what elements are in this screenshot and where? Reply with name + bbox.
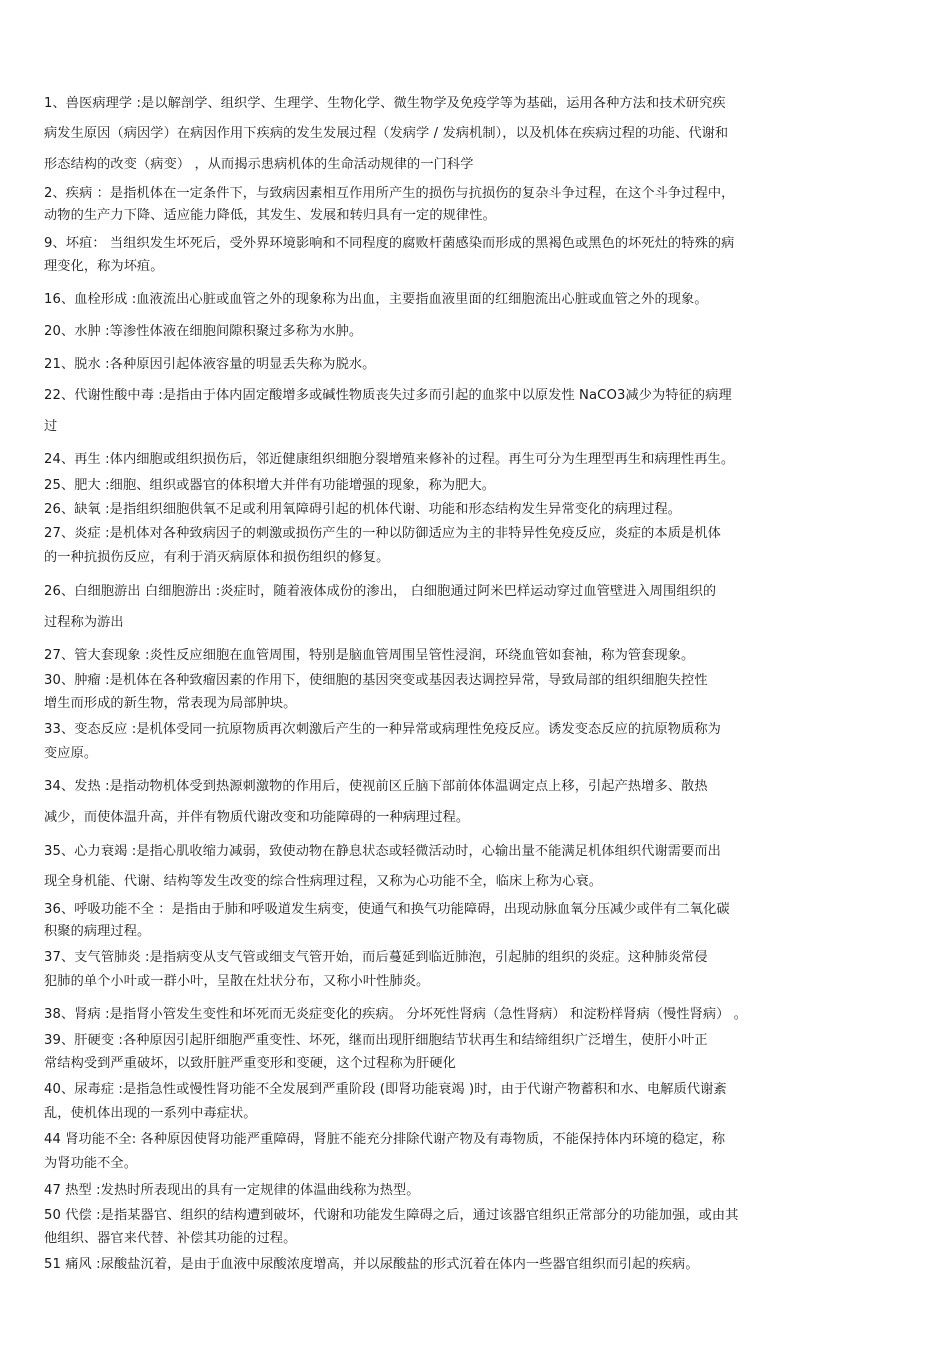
text-line: 50 代偿 :是指某器官、组织的结构遭到破坏，代谢和功能发生障碍之后，通过该器官组织正常部分的功能加强，或由其 (44, 1208, 739, 1223)
text-line: 减少，而使体温升高，并伴有物质代谢改变和功能障碍的一种病理过程。 (44, 810, 470, 825)
text-line: 21、脱水 :各种原因引起体液容量的明显丢失称为脱水。 (44, 357, 376, 372)
text-line: 动物的生产力下降、适应能力降低，其发生、发展和转归具有一定的规律性。 (44, 208, 496, 223)
text-line: 过 (44, 419, 58, 434)
text-line: 2、疾病 ：是指机体在一定条件下，与致病因素相互作用所产生的损伤与抗损伤的复杂斗争过程，在这个斗争过程中， (44, 186, 735, 201)
text-line: 理变化，称为坏疽。 (44, 259, 164, 274)
text-line: 的一种抗损伤反应，有利于消灭病原体和损伤组织的修复。 (44, 550, 390, 565)
text-line: 40、尿毒症 :是指急性或慢性肾功能不全发展到严重阶段 (即肾功能衰竭 )时，由于代谢产物蓄积和水、电解质代谢紊 (44, 1082, 727, 1097)
text-line: 为肾功能不全。 (44, 1156, 138, 1171)
text-line: 38、肾病 :是指肾小管发生变性和坏死而无炎症变化的疾病。 分坏死性肾病（急性肾病） 和淀粉样肾病（慢性肾病） 。 (44, 1007, 748, 1022)
text-line: 27、管大套现象 :炎性反应细胞在血管周围，特别是脑血管周围呈管性浸润，环绕血管如套袖，称为管套现象。 (44, 648, 695, 663)
text-line: 16、血栓形成 :血液流出心脏或血管之外的现象称为出血，主要指血液里面的红细胞流出心脏或血管之外的现象。 (44, 292, 708, 307)
text-line: 37、支气管肺炎 :是指病变从支气管或细支气管开始，而后蔓延到临近肺泡，引起肺的组织的炎症。这种肺炎常侵 (44, 950, 708, 965)
text-line: 犯肺的单个小叶或一群小叶，呈散在灶状分布，又称小叶性肺炎。 (44, 974, 430, 989)
text-line: 现全身机能、代谢、结构等发生改变的综合性病理过程，又称为心功能不全，临床上称为心衰。 (44, 874, 603, 889)
text-line: 33、变态反应 :是机体受同一抗原物质再次刺激后产生的一种异常或病理性免疫反应。诱发变态反应的抗原物质称为 (44, 722, 721, 737)
text-line: 35、心力衰竭 :是指心肌收缩力减弱，致使动物在静息状态或轻微活动时，心输出量不能满足机体组织代谢需要而出 (44, 844, 721, 859)
text-line: 30、肿瘤 :是机体在各种致瘤因素的作用下，使细胞的基因突变或基因表达调控异常，导致局部的组织细胞失控性 (44, 673, 708, 688)
text-line: 44 肾功能不全: 各种原因使肾功能严重障碍，肾脏不能充分排除代谢产物及有毒物质，不能保持体内环境的稳定，称 (44, 1132, 726, 1147)
text-line: 22、代谢性酸中毒 :是指由于体内固定酸增多或碱性物质丧失过多而引起的血浆中以原发性 NaCO3减少为特征的病理 (44, 388, 732, 403)
text-line: 27、炎症 :是机体对各种致病因子的刺激或损伤产生的一种以防御适应为主的非特异性免疫反应，炎症的本质是机体 (44, 526, 721, 541)
text-line: 常结构受到严重破坏，以致肝脏严重变形和变硬，这个过程称为肝硬化 (44, 1056, 456, 1071)
text-line: 36、呼吸功能不全 ：是指由于肺和呼吸道发生病变，使通气和换气功能障碍，出现动脉血氧分压减少或伴有二氧化碳 (44, 902, 730, 917)
text-line: 24、再生 :体内细胞或组织损伤后，邻近健康组织细胞分裂增殖来修补的过程。再生可分为生理型再生和病理性再生。 (44, 452, 735, 467)
text-line: 乱，使机体出现的一系列中毒症状。 (44, 1106, 257, 1121)
text-line: 9、坏疽： 当组织发生坏死后，受外界环境影响和不同程度的腐败杆菌感染而形成的黑褐色或黑色的坏死灶的特殊的病 (44, 236, 735, 251)
text-line: 增生而形成的新生物，常表现为局部肿块。 (44, 696, 297, 711)
text-line: 1、兽医病理学 :是以解剖学、组织学、生理学、生物化学、微生物学及免疫学等为基础，运用各种方法和技术研究疾 (44, 96, 726, 111)
text-line: 病发生原因（病因学）在病因作用下疾病的发生发展过程（发病学 / 发病机制），以及机体在疾病过程的功能、代谢和 (44, 126, 729, 141)
text-line: 26、缺氧 :是指组织细胞供氧不足或利用氧障碍引起的机体代谢、功能和形态结构发生异常变化的病理过程。 (44, 502, 682, 517)
text-line: 25、肥大 :细胞、组织或器官的体积增大并伴有功能增强的现象，称为肥大。 (44, 478, 496, 493)
text-line: 形态结构的改变（病变） ，从而揭示患病机体的生命活动规律的一门科学 (44, 157, 474, 172)
text-line: 51 痛风 :尿酸盐沉着，是由于血液中尿酸浓度增高，并以尿酸盐的形式沉着在体内一些器官组织而引起的疾病。 (44, 1257, 699, 1272)
text-line: 34、发热 :是指动物机体受到热源刺激物的作用后，使视前区丘脑下部前体体温调定点上移，引起产热增多、散热 (44, 779, 708, 794)
text-line: 47 热型 :发热时所表现出的具有一定规律的体温曲线称为热型。 (44, 1183, 420, 1198)
text-line: 过程称为游出 (44, 615, 124, 630)
text-line: 26、白细胞游出 白细胞游出 :炎症时，随着液体成份的渗出， 白细胞通过阿米巴样运动穿过血管壁进入周围组织的 (44, 584, 717, 599)
text-line: 积聚的病理过程。 (44, 924, 151, 939)
text-line: 他组织、器官来代替、补偿其功能的过程。 (44, 1231, 297, 1246)
text-line: 39、肝硬变 :各种原因引起肝细胞严重变性、坏死，继而出现肝细胞结节状再生和结缔组织广泛增生，使肝小叶正 (44, 1033, 708, 1048)
text-line: 20、水肿 :等渗性体液在细胞间隙积聚过多称为水肿。 (44, 324, 363, 339)
text-line: 变应原。 (44, 746, 98, 761)
